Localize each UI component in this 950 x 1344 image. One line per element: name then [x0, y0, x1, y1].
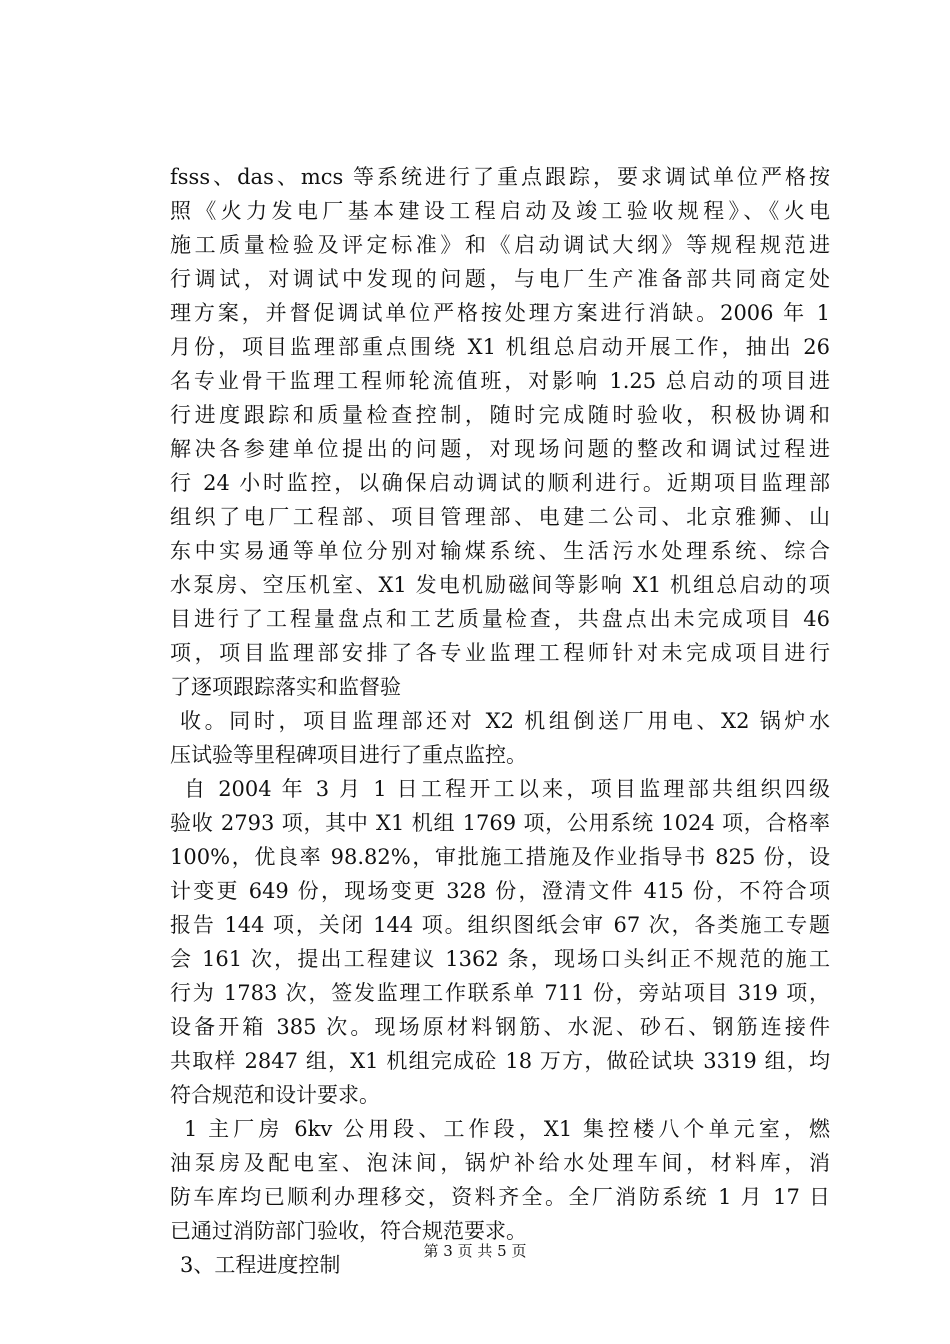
text-line: 行 24 小时监控，以确保启动调试的顺利进行。近期项目监理部	[170, 471, 830, 495]
text-line: 压试验等里程碑项目进行了重点监控。	[170, 743, 527, 767]
text-line: 共取样 2847 组，X1 机组完成砼 18 万方，做砼试块 3319 组，均	[170, 1049, 830, 1073]
text-line: 1 主厂房 6kv 公用段、工作段，X1 集控楼八个单元室，燃	[184, 1117, 830, 1141]
text-line: 符合规范和设计要求。	[170, 1083, 380, 1107]
section-heading: 3、工程进度控制	[180, 1253, 341, 1277]
text-line: 名专业骨干监理工程师轮流值班，对影响 1.25 总启动的项目进	[170, 369, 830, 393]
text-line: 报告 144 项，关闭 144 项。组织图纸会审 67 次，各类施工专题	[170, 913, 830, 937]
text-line: 已通过消防部门验收，符合规范要求。	[170, 1219, 527, 1243]
text-line: 照《火力发电厂基本建设工程启动及竣工验收规程》、《火电	[170, 199, 830, 223]
text-line: 防车库均已顺利办理移交，资料齐全。全厂消防系统 1 月 17 日	[170, 1185, 830, 1209]
paragraph-milestones	[170, 704, 830, 772]
text-line: 行调试，对调试中发现的问题，与电厂生产准备部共同商定处	[170, 267, 830, 291]
paragraph-commissioning	[170, 160, 830, 704]
text-line: 解决各参建单位提出的问题，对现场问题的整改和调试过程进	[170, 437, 830, 461]
text-line: 计变更 649 份，现场变更 328 份，澄清文件 415 份，不符合项	[170, 879, 830, 903]
text-line: 水泵房、空压机室、X1 发电机励磁间等影响 X1 机组总启动的项	[170, 573, 830, 597]
text-line: 收。同时，项目监理部还对 X2 机组倒送厂用电、X2 锅炉水	[180, 709, 830, 733]
text-line: 自 2004 年 3 月 1 日工程开工以来，项目监理部共组织四级	[184, 777, 830, 801]
text-line: 施工质量检验及评定标准》和《启动调试大纲》等规程规范进	[170, 233, 830, 257]
text-line: 东中实易通等单位分别对输煤系统、生活污水处理系统、综合	[170, 539, 830, 563]
paragraph-handover	[170, 1112, 830, 1248]
page-number-footer: 第 3 页 共 5 页	[423, 1242, 527, 1260]
text-line: fsss、das、mcs 等系统进行了重点跟踪，要求调试单位严格按	[170, 165, 830, 189]
document-body	[170, 160, 830, 1282]
text-line: 理方案，并督促调试单位严格按处理方案进行消缺。2006 年 1	[170, 301, 830, 325]
text-line: 行为 1783 次，签发监理工作联系单 711 份，旁站项目 319 项，	[170, 981, 830, 1005]
text-line: 了逐项跟踪落实和监督验	[170, 675, 401, 699]
text-line: 设备开箱 385 次。现场原材料钢筋、水泥、砂石、钢筋连接件	[170, 1015, 830, 1039]
paragraph-statistics	[170, 772, 830, 1112]
text-line: 验收 2793 项，其中 X1 机组 1769 项，公用系统 1024 项，合格率	[170, 811, 830, 835]
text-line: 组织了电厂工程部、项目管理部、电建二公司、北京雅狮、山	[170, 505, 830, 529]
text-line: 会 161 次，提出工程建议 1362 条，现场口头纠正不规范的施工	[170, 947, 830, 971]
text-line: 月份，项目监理部重点围绕 X1 机组总启动开展工作，抽出 26	[170, 335, 830, 359]
text-line: 目进行了工程量盘点和工艺质量检查，共盘点出未完成项目 46	[170, 607, 830, 631]
text-line: 100%，优良率 98.82%，审批施工措施及作业指导书 825 份，设	[170, 845, 830, 869]
text-line: 行进度跟踪和质量检查控制，随时完成随时验收，积极协调和	[170, 403, 830, 427]
text-line: 油泵房及配电室、泡沫间，锅炉补给水处理车间，材料库，消	[170, 1151, 830, 1175]
text-line: 项，项目监理部安排了各专业监理工程师针对未完成项目进行	[170, 641, 830, 665]
